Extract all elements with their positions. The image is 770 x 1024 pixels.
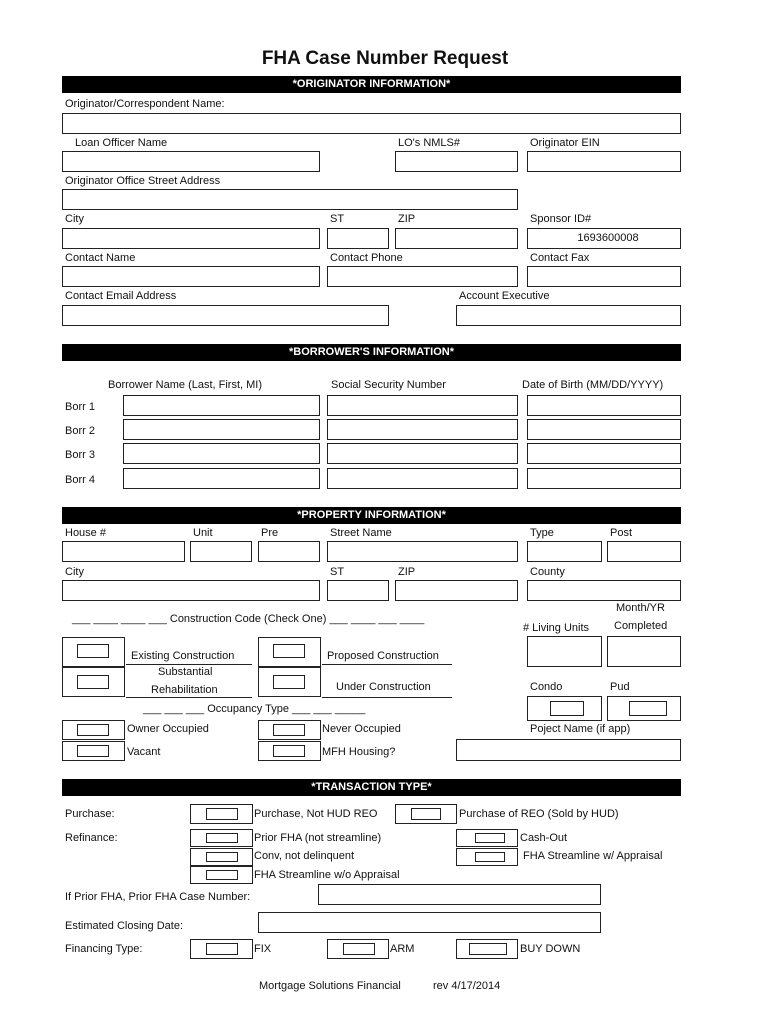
checkbox-inner [469, 943, 507, 955]
borrower-1-ssn-field[interactable] [327, 395, 518, 416]
contact-phone-label: Contact Phone [330, 252, 403, 264]
city-field[interactable] [62, 228, 320, 249]
checkbox-inner [273, 675, 305, 689]
unit-label: Unit [193, 527, 213, 539]
checkbox-inner [629, 701, 667, 716]
prior-fha-label: Prior FHA (not streamline) [254, 832, 382, 844]
proposed-construction-label: Proposed Construction [327, 650, 439, 662]
lo-nmls-field[interactable] [395, 151, 518, 172]
under-construction-checkbox[interactable] [258, 667, 321, 697]
purchase-label: Purchase: [65, 808, 115, 820]
purchase-reo-checkbox[interactable] [395, 804, 457, 824]
existing-construction-checkbox[interactable] [62, 637, 125, 667]
office-address-label: Originator Office Street Address [65, 175, 221, 187]
house-field[interactable] [62, 541, 185, 562]
borrower-4-name-field[interactable] [123, 468, 320, 489]
borrower-2-ssn-field[interactable] [327, 419, 518, 440]
checkbox-inner [77, 745, 109, 757]
sponsor-id-label: Sponsor ID# [530, 213, 592, 225]
completed-field[interactable] [607, 636, 681, 667]
conv-checkbox[interactable] [190, 848, 253, 866]
checkbox-inner [411, 808, 441, 820]
refinance-label: Refinance: [65, 832, 118, 844]
county-field[interactable] [527, 580, 681, 601]
type-field[interactable] [527, 541, 602, 562]
post-field[interactable] [607, 541, 681, 562]
footer-revision: rev 4/17/2014 [433, 980, 501, 992]
vacant-label: Vacant [127, 746, 161, 758]
contact-phone-field[interactable] [327, 266, 518, 287]
st-label: ST [330, 213, 345, 225]
fix-checkbox[interactable] [190, 939, 253, 959]
checkbox-inner [343, 943, 375, 955]
living-units-field[interactable] [527, 636, 602, 667]
borrower-3-name-field[interactable] [123, 443, 320, 464]
dob-header: Date of Birth (MM/DD/YYYY) [522, 379, 664, 391]
checkbox-inner [273, 644, 305, 658]
owner-occupied-checkbox[interactable] [62, 720, 125, 740]
streamline-no-appraisal-label: FHA Streamline w/o Appraisal [254, 869, 400, 881]
existing-construction-label: Existing Construction [131, 650, 235, 662]
unit-field[interactable] [190, 541, 252, 562]
checkbox-inner [77, 675, 109, 689]
fix-label: FIX [254, 943, 272, 955]
divider [322, 697, 452, 698]
originator-ein-field[interactable] [527, 151, 681, 172]
substantial-label: Substantial [158, 666, 213, 678]
section-property-header: *PROPERTY INFORMATION* [62, 507, 681, 524]
city-label: City [65, 213, 84, 225]
st-field[interactable] [327, 228, 389, 249]
borrower-4-dob-field[interactable] [527, 468, 681, 489]
purchase-reo-label: Purchase of REO (Sold by HUD) [459, 808, 619, 820]
prior-case-label: If Prior FHA, Prior FHA Case Number: [65, 891, 251, 903]
financing-label: Financing Type: [65, 943, 143, 955]
checkbox-inner [206, 852, 238, 862]
closing-date-field[interactable] [258, 912, 601, 933]
conv-label: Conv, not delinquent [254, 850, 355, 862]
section-borrower-header: *BORROWER'S INFORMATION* [62, 344, 681, 361]
county-label: County [530, 566, 565, 578]
prior-fha-checkbox[interactable] [190, 829, 253, 847]
divider [322, 664, 452, 665]
sponsor-id-field[interactable]: 1693600008 [527, 228, 681, 249]
borrower-row-label: Borr 2 [65, 425, 95, 437]
ssn-header: Social Security Number [331, 379, 446, 391]
mfh-housing-label: MFH Housing? [322, 746, 396, 758]
checkbox-inner [273, 745, 305, 757]
borrower-name-header: Borrower Name (Last, First, MI) [108, 379, 263, 391]
condo-checkbox[interactable] [527, 696, 602, 721]
loan-officer-label: Loan Officer Name [75, 137, 168, 149]
property-zip-field[interactable] [395, 580, 518, 601]
under-construction-label: Under Construction [336, 681, 431, 693]
purchase-not-hud-checkbox[interactable] [190, 804, 253, 824]
living-units-label: # Living Units [523, 622, 590, 634]
property-zip-label: ZIP [398, 566, 416, 578]
street-field[interactable] [327, 541, 518, 562]
checkbox-inner [206, 808, 238, 820]
construction-code-heading: ___ ____ ____ ___ Construction Code (Check One) ___ ____ ___ ____ [72, 613, 425, 625]
street-label: Street Name [330, 527, 392, 539]
arm-label: ARM [390, 943, 415, 955]
checkbox-inner [475, 833, 505, 843]
contact-fax-label: Contact Fax [530, 252, 590, 264]
contact-name-label: Contact Name [65, 252, 136, 264]
originator-ein-label: Originator EIN [530, 137, 600, 149]
checkbox-inner [206, 943, 238, 955]
prior-case-field[interactable] [318, 884, 601, 905]
proposed-construction-checkbox[interactable] [258, 637, 321, 667]
correspondent-name-label: Originator/Correspondent Name: [65, 98, 225, 110]
contact-fax-field[interactable] [527, 266, 681, 287]
footer-company: Mortgage Solutions Financial [259, 980, 401, 992]
arm-checkbox[interactable] [327, 939, 389, 959]
checkbox-inner [475, 852, 505, 862]
closing-date-label: Estimated Closing Date: [65, 920, 183, 932]
zip-field[interactable] [395, 228, 518, 249]
correspondent-name-field[interactable] [62, 113, 681, 134]
borrower-4-ssn-field[interactable] [327, 468, 518, 489]
purchase-not-hud-label: Purchase, Not HUD REO [254, 808, 378, 820]
contact-name-field[interactable] [62, 266, 320, 287]
borrower-row-label: Borr 3 [65, 449, 95, 461]
never-occupied-checkbox[interactable] [258, 720, 321, 740]
property-st-label: ST [330, 566, 345, 578]
borrower-row-label: Borr 1 [65, 401, 95, 413]
borrower-1-name-field[interactable] [123, 395, 320, 416]
type-label: Type [530, 527, 554, 539]
vacant-checkbox[interactable] [62, 741, 125, 761]
checkbox-inner [206, 833, 238, 843]
zip-label: ZIP [398, 213, 416, 225]
checkbox-inner [273, 724, 305, 736]
account-exec-field[interactable] [456, 305, 681, 326]
project-name-field[interactable] [456, 739, 681, 761]
property-st-field[interactable] [327, 580, 389, 601]
never-occupied-label: Never Occupied [322, 723, 401, 735]
borrower-2-dob-field[interactable] [527, 419, 681, 440]
borrower-3-dob-field[interactable] [527, 443, 681, 464]
streamline-appraisal-checkbox[interactable] [456, 848, 518, 866]
pud-checkbox[interactable] [607, 696, 681, 721]
account-exec-label: Account Executive [459, 290, 550, 302]
divider [126, 664, 252, 665]
office-address-field[interactable] [62, 189, 518, 210]
checkbox-inner [550, 701, 584, 716]
borrower-2-name-field[interactable] [123, 419, 320, 440]
divider [126, 697, 252, 698]
house-label: House # [65, 527, 106, 539]
streamline-appraisal-label: FHA Streamline w/ Appraisal [523, 850, 663, 862]
condo-label: Condo [530, 681, 563, 693]
pre-field[interactable] [258, 541, 320, 562]
contact-email-field[interactable] [62, 305, 389, 326]
cash-out-label: Cash-Out [520, 832, 568, 844]
substantial-rehab-checkbox[interactable] [62, 667, 125, 697]
mfh-housing-checkbox[interactable] [258, 741, 321, 761]
buydown-label: BUY DOWN [520, 943, 581, 955]
cash-out-checkbox[interactable] [456, 829, 518, 847]
completed-label: Completed [614, 620, 668, 632]
section-originator-header: *ORIGINATOR INFORMATION* [62, 76, 681, 93]
lo-nmls-label: LO's NMLS# [398, 137, 461, 149]
month-yr-label: Month/YR [616, 602, 665, 614]
property-city-label: City [65, 566, 84, 578]
pre-label: Pre [261, 527, 279, 539]
rehabilitation-label: Rehabilitation [151, 684, 218, 696]
checkbox-inner [206, 870, 238, 880]
buydown-checkbox[interactable] [456, 939, 518, 959]
owner-occupied-label: Owner Occupied [127, 723, 209, 735]
post-label: Post [610, 527, 633, 539]
checkbox-inner [77, 724, 109, 736]
streamline-no-appraisal-checkbox[interactable] [190, 866, 253, 884]
borrower-1-dob-field[interactable] [527, 395, 681, 416]
pud-label: Pud [610, 681, 630, 693]
borrower-row-label: Borr 4 [65, 474, 95, 486]
checkbox-inner [77, 644, 109, 658]
page-title: FHA Case Number Request [261, 48, 509, 69]
occupancy-heading: ___ ___ ___ Occupancy Type ___ ___ _____ [143, 703, 366, 715]
property-city-field[interactable] [62, 580, 320, 601]
loan-officer-field[interactable] [62, 151, 320, 172]
borrower-3-ssn-field[interactable] [327, 443, 518, 464]
project-name-label: Poject Name (if app) [530, 723, 631, 735]
contact-email-label: Contact Email Address [65, 290, 177, 302]
section-transaction-header: *TRANSACTION TYPE* [62, 779, 681, 796]
